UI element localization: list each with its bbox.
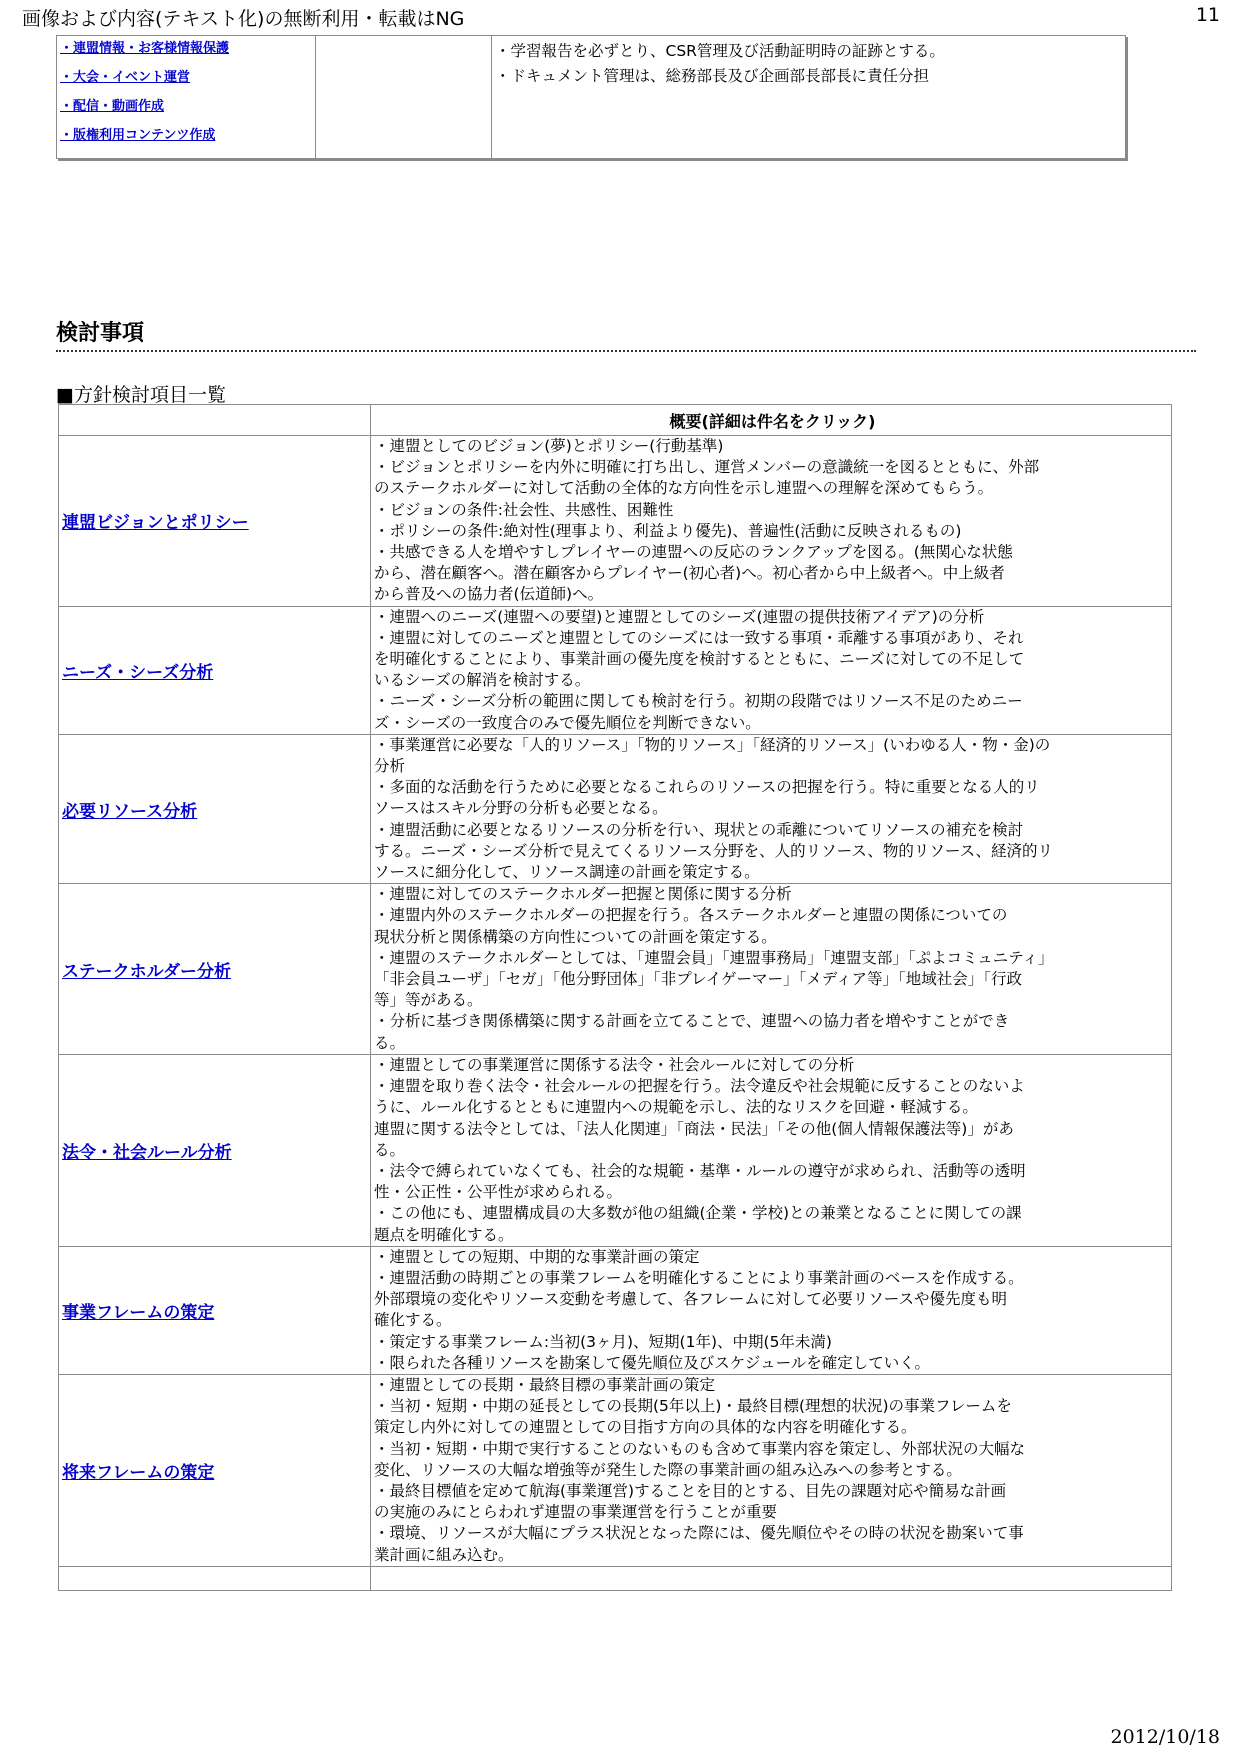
- description-line: 業計画に組み込む。: [374, 1545, 514, 1564]
- description-line: ・連盟に対してのステークホルダー把握と関係に関する分析: [374, 885, 792, 904]
- top-link[interactable]: ・連盟情報・お客様情報保護: [60, 41, 230, 56]
- description-line: ・連盟としての短期、中期的な事業計画の策定: [374, 1247, 700, 1266]
- item-link[interactable]: ステークホルダー分析: [62, 961, 231, 982]
- item-name-cell: [59, 1054, 371, 1246]
- item-description-cell: [371, 1054, 1172, 1246]
- table-row: [59, 884, 1172, 1055]
- description-line: を明確化することにより、事業計画の優先度を検討するとともに、ニーズに対しての不足して: [374, 650, 1025, 669]
- description-line: 連盟に関する法令としては、「法人化関連」「商法・民法」「その他(個人情報保護法等)」があ: [374, 1119, 1014, 1138]
- footer-date: 2012/10/18: [1110, 1726, 1220, 1748]
- top-note-line: ・ドキュメント管理は、総務部長及び企画部長部長に責任分担: [495, 67, 930, 85]
- policy-items-table: [58, 404, 1172, 1591]
- description-line: ・分析に基づき関係構築に関する計画を立てることで、連盟への協力者を増やすことができ: [374, 1012, 1010, 1031]
- empty-cell: [371, 1566, 1172, 1590]
- top-link[interactable]: ・配信・動画作成: [60, 99, 165, 114]
- description-line: ズ・シーズの一致度合のみで優先順位を判断できない。: [374, 713, 761, 732]
- top-notes: [492, 36, 1125, 89]
- description-line: 性・公正性・公平性が求められる。: [374, 1183, 623, 1202]
- description-line: ・連盟に対してのニーズと連盟としてのシーズには一致する事項・乖離する事項があり、それ: [374, 628, 1024, 647]
- description-line: ・ポリシーの条件:絶対性(理事より、利益より優先)、普遍性(活動に反映されるもの): [374, 521, 962, 540]
- description-line: ・ビジョンの条件:社会性、共感性、困難性: [374, 500, 674, 519]
- item-name-cell: [59, 606, 371, 734]
- item-name-cell: [59, 1374, 371, 1566]
- table-row: [59, 436, 1172, 607]
- top-links-list: [57, 36, 315, 156]
- item-name-cell: [59, 1246, 371, 1374]
- top-links-cell: [57, 36, 316, 159]
- description-line: ソースに細分化して、リソース調達の計画を策定する。: [374, 863, 760, 882]
- description-line: ソースはスキル分野の分析も必要となる。: [374, 799, 668, 818]
- description-line: ・環境、リソースが大幅にプラス状況となった際には、優先順位やその時の状況を勘案いて事: [374, 1524, 1024, 1543]
- empty-table-row: [59, 1566, 1172, 1590]
- description-line: ・連盟活動に必要となるリソースの分析を行い、現状との乖離についてリソースの補充を検討: [374, 820, 1024, 839]
- description-line: ・連盟としてのビジョン(夢)とポリシー(行動基準): [374, 437, 724, 455]
- description-line: ・共感できる人を増やすしプレイヤーの連盟への反応のランクアップを図る。(無関心な状態: [374, 543, 1013, 562]
- description-line: ・最終目標値を定めて航海(事業運営)することを目的とする、目先の課題対応や簡易な計画: [374, 1481, 1007, 1500]
- table-row: [59, 1054, 1172, 1246]
- table-row: [59, 606, 1172, 734]
- table-row: [59, 1246, 1172, 1374]
- page-header: [22, 4, 1220, 30]
- description-line: うに、ルール化するとともに連盟内への規範を示し、法的なリスクを回避・軽減する。: [374, 1098, 978, 1117]
- description-line: 外部環境の変化やリソース変動を考慮して、各フレームに対して必要リソースや優先度も明: [374, 1290, 1008, 1309]
- page-number: 11: [1195, 4, 1220, 26]
- table-header-row: [59, 405, 1172, 436]
- header-col1: [59, 405, 371, 436]
- top-link-item: [60, 40, 315, 69]
- table-row: [59, 1374, 1172, 1566]
- description-line: の実施のみにとらわれず連盟の事業運営を行うことが重要: [374, 1503, 778, 1522]
- description-line: ・この他にも、連盟構成員の大多数が他の組織(企業・学校)との兼業となることに関しての課: [374, 1204, 1022, 1223]
- top-note-line: ・学習報告を必ずとり、CSR管理及び活動証明時の証跡とする。: [495, 42, 945, 60]
- description-line: ・限られた各種リソースを勘案して優先順位及びスケジュールを確定していく。: [374, 1353, 930, 1372]
- description-line: 現状分析と関係構築の方向性についての計画を策定する。: [374, 927, 777, 946]
- description-line: 分析: [374, 757, 406, 776]
- item-name-cell: [59, 436, 371, 607]
- item-name-cell: [59, 884, 371, 1055]
- item-description-cell: [371, 606, 1172, 734]
- description-line: ・策定する事業フレーム:当初(3ヶ月)、短期(1年)、中期(5年未満): [374, 1332, 832, 1351]
- description-line: ・事業運営に必要な「人的リソース」「物的リソース」「経済的リソース」(いわゆる人・物・金)の: [374, 735, 1051, 754]
- item-description-cell: [371, 436, 1172, 607]
- list-title: ■方針検討項目一覧: [56, 384, 226, 406]
- header-col2: 概要(詳細は件名をクリック): [371, 405, 1172, 436]
- document-title: 画像および内容(テキスト化)の無断利用・転載はNG: [22, 8, 465, 30]
- description-line: いるシーズの解消を検討する。: [374, 671, 591, 690]
- item-description-cell: [371, 734, 1172, 883]
- description-line: ・当初・短期・中期の延長としての長期(5年以上)・最終目標(理想的状況)の事業フレームを: [374, 1397, 1012, 1416]
- description-line: 策定し内外に対しての連盟としての目指す方向の具体的な内容を明確化する。: [374, 1418, 917, 1437]
- description-line: から、潜在顧客へ。潜在顧客からプレイヤー(初心者)へ。初心者から中上級者へ。中上級者: [374, 564, 1005, 583]
- description-line: 変化、リソースの大幅な増強等が発生した際の事業計画の組み込みへの参考とする。: [374, 1460, 962, 1479]
- description-line: のステークホルダーに対して活動の全体的な方向性を示し連盟への理解を深めてもらう。: [374, 479, 994, 498]
- description-line: ・連盟のステークホルダーとしては、「連盟会員」「連盟事務局」「連盟支部」「ぷよコミュニティ」: [374, 948, 1054, 967]
- item-link[interactable]: 必要リソース分析: [62, 801, 198, 822]
- description-line: ・連盟を取り巻く法令・社会ルールの把握を行う。法令違反や社会規範に反することのないよ: [374, 1077, 1025, 1096]
- table-row: [59, 734, 1172, 883]
- top-link-item: [60, 127, 315, 156]
- top-notes-cell: [492, 36, 1126, 159]
- top-link[interactable]: ・版権利用コンテンツ作成: [60, 128, 216, 143]
- item-name-cell: [59, 734, 371, 883]
- description-line: ・多面的な活動を行うために必要となるこれらのリソースの把握を行う。特に重要となる人的リ: [374, 778, 1040, 797]
- description-line: る。: [374, 1033, 406, 1052]
- description-line: ・連盟としての長期・最終目標の事業計画の策定: [374, 1375, 716, 1394]
- top-empty-cell: [316, 36, 492, 159]
- description-line: ・当初・短期・中期で実行することのないものも含めて事業内容を策定し、外部状況の大幅な: [374, 1439, 1026, 1458]
- item-description-cell: [371, 1246, 1172, 1374]
- description-line: 確化する。: [374, 1311, 452, 1330]
- description-line: ・連盟活動の時期ごとの事業フレームを明確化することにより事業計画のベースを作成する。: [374, 1268, 1024, 1287]
- description-line: ・連盟内外のステークホルダーの把握を行う。各ステークホルダーと連盟の関係についての: [374, 906, 1008, 925]
- description-line: ・ニーズ・シーズ分析の範囲に関しても検討を行う。初期の段階ではリソース不足のためニー: [374, 692, 1023, 711]
- description-line: る。: [374, 1140, 406, 1159]
- description-line: ・ビジョンとポリシーを内外に明確に打ち出し、運営メンバーの意識統一を図るとともに、外部: [374, 458, 1040, 477]
- description-line: 「非会員ユーザ」「セガ」「他分野団体」「非プレイゲーマー」「メディア等」「地域社会」「行政: [374, 970, 1023, 989]
- item-link[interactable]: ニーズ・シーズ分析: [62, 662, 214, 683]
- description-line: から普及への協力者(伝道師)へ。: [374, 585, 604, 604]
- description-line: ・法令で縛られていなくても、社会的な規範・基準・ルールの遵守が求められ、活動等の透明: [374, 1161, 1026, 1180]
- item-link[interactable]: 将来フレームの策定: [62, 1462, 215, 1483]
- empty-cell: [59, 1566, 371, 1590]
- item-link[interactable]: 連盟ビジョンとポリシー: [62, 513, 249, 534]
- top-link[interactable]: ・大会・イベント運営: [60, 70, 191, 85]
- description-line: 等」等がある。: [374, 991, 483, 1010]
- description-line: する。ニーズ・シーズ分析で見えてくるリソース分野を、人的リソース、物的リソース、経済的リ: [374, 841, 1054, 860]
- description-line: ・連盟としての事業運営に関係する法令・社会ルールに対しての分析: [374, 1055, 855, 1074]
- description-line: ・連盟へのニーズ(連盟への要望)と連盟としてのシーズ(連盟の提供技術アイデア)の分析: [374, 607, 985, 626]
- section-heading: 検討事項: [56, 320, 1196, 352]
- item-description-cell: [371, 884, 1172, 1055]
- top-link-item: [60, 98, 315, 127]
- description-line: 題点を明確化する。: [374, 1225, 514, 1244]
- item-description-cell: [371, 1374, 1172, 1566]
- item-link[interactable]: 事業フレームの策定: [62, 1302, 215, 1323]
- top-partial-table: [56, 35, 1126, 159]
- item-link[interactable]: 法令・社会ルール分析: [62, 1142, 232, 1163]
- top-link-item: [60, 69, 315, 98]
